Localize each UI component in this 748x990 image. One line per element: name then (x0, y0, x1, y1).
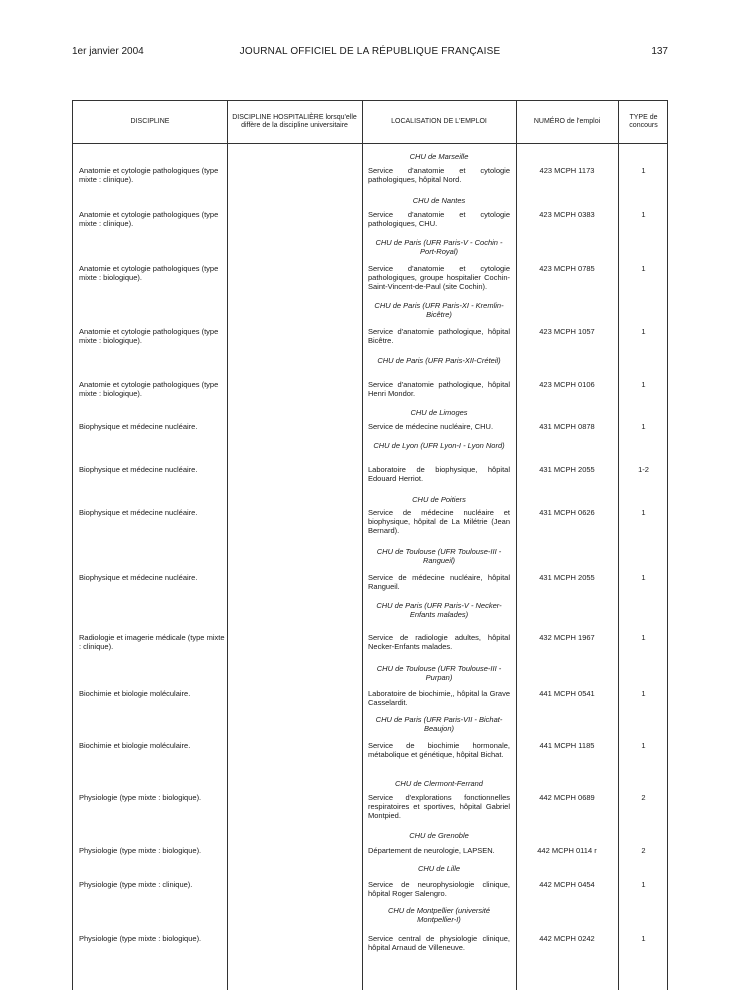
discipline-cell: Biophysique et médecine nucléaire. (79, 422, 198, 431)
col-header-hospitaliere: DISCIPLINE HOSPITALIÈRE lorsqu'elle diffère de la discipline universitaire (232, 114, 357, 129)
localisation-cell: Service d'anatomie pathologique, hôpital Henri Mondor. (368, 380, 510, 398)
type-cell: 1 (641, 508, 646, 517)
col-header-numero: NUMÉRO de l'emploi (533, 118, 601, 125)
localisation-cell: Service de médecine nucléaire, hôpital Rangueil. (368, 573, 510, 591)
col-header-discipline: DISCIPLINE (130, 118, 170, 125)
numero-cell: 442 MCPH 0689 (539, 793, 595, 802)
numero-cell: 431 MCPH 2055 (539, 573, 595, 582)
chu-heading: CHU de Paris (UFR Paris-VII - Bichat-Beaujon) (375, 715, 503, 733)
col-header-type: TYPE de concours (629, 114, 658, 129)
chu-heading: CHU de Lyon (UFR Lyon-I - Lyon Nord) (373, 441, 505, 450)
discipline-cell: Biochimie et biologie moléculaire. (79, 689, 191, 698)
type-cell: 1-2 (638, 465, 649, 474)
discipline-cell: Anatomie et cytologie pathologiques (type mixte : clinique). (79, 210, 219, 228)
chu-heading: CHU de Lille (417, 864, 461, 873)
discipline-cell: Physiologie (type mixte : biologique). (79, 793, 202, 802)
localisation-cell: Département de neurologie, LAPSEN. (368, 846, 495, 855)
type-cell: 1 (641, 264, 646, 273)
page-number: 137 (651, 46, 668, 57)
localisation-cell: Laboratoire de biophysique, hôpital Edouard Herriot. (368, 465, 510, 483)
localisation-cell: Service de radiologie adultes, hôpital Necker-Enfants malades. (368, 633, 510, 651)
chu-heading: CHU de Nantes (412, 196, 466, 205)
numero-cell: 431 MCPH 2055 (539, 465, 595, 474)
table-body (73, 144, 667, 990)
numero-cell: 423 MCPH 0383 (539, 210, 595, 219)
type-cell: 2 (641, 793, 646, 802)
type-cell: 1 (641, 689, 646, 698)
chu-heading: CHU de Toulouse (UFR Toulouse-III - Purpan) (376, 664, 502, 682)
localisation-cell: Service de biochimie hormonale, métabolique et génétique, hôpital Bichat. (368, 741, 510, 759)
localisation-cell: Service de médecine nucléaire et biophysique, hôpital de La Milétrie (Jean Bernard). (368, 508, 510, 535)
col-header-localisation: LOCALISATION DE L'EMPLOI (391, 118, 487, 125)
numero-cell: 431 MCPH 0626 (539, 508, 595, 517)
type-cell: 1 (641, 380, 646, 389)
type-cell: 1 (641, 934, 646, 943)
chu-heading: CHU de Clermont-Ferrand (395, 779, 483, 788)
discipline-cell: Anatomie et cytologie pathologiques (type mixte : biologique). (79, 380, 219, 398)
numero-cell: 442 MCPH 0242 (539, 934, 595, 943)
localisation-cell: Service d'anatomie et cytologie pathologiques, CHU. (368, 210, 510, 228)
numero-cell: 441 MCPH 1185 (539, 741, 595, 750)
numero-cell: 423 MCPH 0785 (539, 264, 595, 273)
localisation-cell: Laboratoire de biochimie,, hôpital la Grave Casselardit. (368, 689, 510, 707)
type-cell: 1 (641, 327, 646, 336)
numero-cell: 442 MCPH 0114 r (537, 846, 597, 855)
chu-heading: CHU de Paris (UFR Paris-XII-Créteil) (377, 356, 501, 365)
discipline-cell: Biophysique et médecine nucléaire. (79, 573, 198, 582)
discipline-cell: Biophysique et médecine nucléaire. (79, 465, 198, 474)
numero-cell: 432 MCPH 1967 (539, 633, 595, 642)
discipline-cell: Anatomie et cytologie pathologiques (type mixte : biologique). (79, 327, 219, 345)
numero-cell: 423 MCPH 1057 (539, 327, 595, 336)
type-cell: 1 (641, 210, 646, 219)
chu-heading: CHU de Montpellier (université Montpellier-I) (387, 906, 491, 924)
chu-heading: CHU de Paris (UFR Paris-V - Necker-Enfants malades) (376, 601, 502, 619)
localisation-cell: Service d'explorations fonctionnelles respiratoires et sportives, hôpital Gabriel Montpied. (368, 793, 510, 820)
localisation-cell: Service de médecine nucléaire, CHU. (368, 422, 494, 431)
type-cell: 1 (641, 741, 646, 750)
chu-heading: CHU de Grenoble (409, 831, 469, 840)
discipline-cell: Physiologie (type mixte : biologique). (79, 934, 202, 943)
discipline-cell: Anatomie et cytologie pathologiques (type mixte : clinique). (79, 166, 219, 184)
type-cell: 1 (641, 422, 646, 431)
discipline-cell: Biochimie et biologie moléculaire. (79, 741, 191, 750)
type-cell: 1 (641, 166, 646, 175)
header-title: JOURNAL OFFICIEL DE LA RÉPUBLIQUE FRANÇAISE (239, 46, 501, 57)
table-header (73, 101, 667, 144)
chu-heading: CHU de Limoges (410, 408, 468, 417)
type-cell: 1 (641, 573, 646, 582)
discipline-cell: Biophysique et médecine nucléaire. (79, 508, 198, 517)
localisation-cell: Service central de physiologie clinique, hôpital Arnaud de Villeneuve. (368, 934, 510, 952)
type-cell: 1 (641, 880, 646, 889)
chu-heading: CHU de Paris (UFR Paris-XI - Kremlin-Bicêtre) (374, 301, 504, 319)
chu-heading: CHU de Paris (UFR Paris-V - Cochin - Port-Royal) (375, 238, 503, 256)
numero-cell: 423 MCPH 0106 (539, 380, 595, 389)
page-header (72, 46, 668, 62)
discipline-cell: Physiologie (type mixte : clinique). (79, 880, 193, 889)
appointments-table (72, 100, 668, 990)
chu-heading: CHU de Toulouse (UFR Toulouse-III - Rangueil) (376, 547, 502, 565)
localisation-cell: Service d'anatomie et cytologie pathologiques, hôpital Nord. (368, 166, 510, 184)
localisation-cell: Service d'anatomie pathologique, hôpital Bicêtre. (368, 327, 510, 345)
type-cell: 2 (641, 846, 646, 855)
discipline-cell: Physiologie (type mixte : biologique). (79, 846, 202, 855)
numero-cell: 442 MCPH 0454 (539, 880, 595, 889)
numero-cell: 431 MCPH 0878 (539, 422, 595, 431)
localisation-cell: Service de neurophysiologie clinique, hôpital Roger Salengro. (368, 880, 510, 898)
header-date: 1er janvier 2004 (72, 46, 144, 57)
discipline-cell: Anatomie et cytologie pathologiques (type mixte : biologique). (79, 264, 219, 282)
numero-cell: 441 MCPH 0541 (539, 689, 595, 698)
numero-cell: 423 MCPH 1173 (539, 166, 595, 175)
chu-heading: CHU de Poitiers (412, 495, 466, 504)
discipline-cell: Radiologie et imagerie médicale (type mixte : clinique). (79, 633, 225, 651)
type-cell: 1 (641, 633, 646, 642)
chu-heading: CHU de Marseille (409, 152, 469, 161)
localisation-cell: Service d'anatomie et cytologie pathologiques, groupe hospitalier Cochin-Saint-Vincent-de-Paul (site Cochin). (368, 264, 510, 291)
